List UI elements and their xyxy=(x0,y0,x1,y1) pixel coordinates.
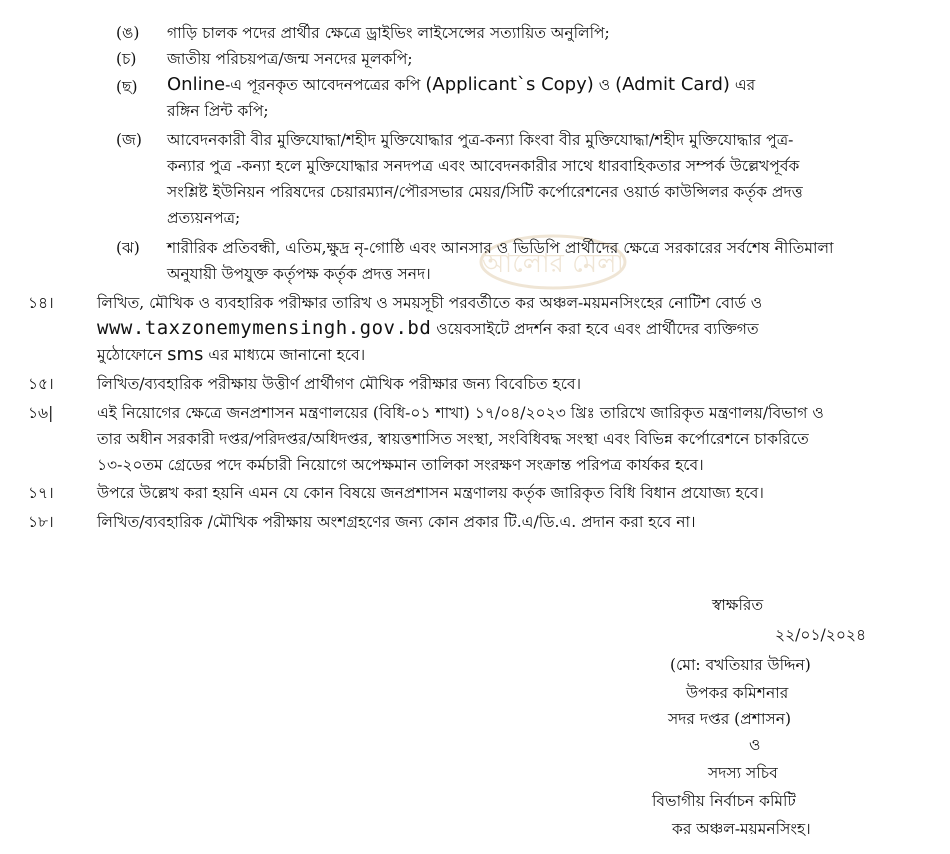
item-number: ১৮। xyxy=(28,513,54,531)
sub-item-marker: (চ) xyxy=(116,50,137,68)
sub-item-text: জাতীয় পরিচয়পত্র/জন্ম সনদের মূলকপি; xyxy=(167,50,413,68)
sub-item-text: সংশ্লিষ্ট ইউনিয়ন পরিষদের চেয়ারম্যান/পৌরসভার মেয়র/সিটি কর্পোরেশনের ওয়ার্ড কাউন্সিলর কর্তৃক প্রদত্ত xyxy=(167,183,803,201)
item-text: লিখিত/ব্যবহারিক /মৌখিক পরীক্ষায় অংশগ্রহণের জন্য কোন প্রকার টি.এ/ডি.এ. প্রদান করা হবে না। xyxy=(97,513,696,531)
item-text: ১৩-২০তম গ্রেডের পদে কর্মচারী নিয়োগে অপেক্ষমান তালিকা সংরক্ষণ সংক্রান্ত পরিপত্র কার্যকর হবে। xyxy=(97,456,704,474)
signatory-title: উপকর কমিশনার xyxy=(686,684,789,702)
item-text-part: ওয়েবসাইটে প্রদর্শন করা হবে এবং প্রার্থীদের ব্যক্তিগত xyxy=(436,320,759,338)
sms-word: sms xyxy=(167,344,204,365)
signatory-office: সদর দপ্তর (প্রশাসন) xyxy=(668,710,791,728)
sub-item-marker: (ছ) xyxy=(116,78,138,96)
sub-item-text: অনুযায়ী উপযুক্ত কর্তৃপক্ষ কর্তৃক প্রদত্ত সনদ। xyxy=(167,265,431,283)
item-text: এই নিয়োগের ক্ষেত্রে জনপ্রশাসন মন্ত্রণালয়ের (বিধি-০১ শাখা) ১৭/০৪/২০২৩ খ্রিঃ তারিখে জারিকৃত মন্ত্রণালয়/বিভাগ ও xyxy=(97,404,824,422)
signatory-name: (মো: বখতিয়ার উদ্দিন) xyxy=(670,656,811,674)
item-text: উপরে উল্লেখ করা হয়নি এমন যে কোন বিষয়ে জনপ্রশাসন মন্ত্রণালয় কর্তৃক জারিকৃত বিধি বিধান প্রযোজ্য হবে। xyxy=(97,484,764,502)
item-text-part: এর মাধ্যমে জানানো হবে। xyxy=(208,346,366,364)
signatory-role: সদস্য সচিব xyxy=(708,764,778,782)
applicant-copy-label: (Applicant`s Copy) xyxy=(425,74,594,95)
committee-name: বিভাগীয় নির্বাচন কমিটি xyxy=(652,792,796,810)
sub-item-text: শারীরিক প্রতিবন্ধী, এতিম,ক্ষুদ্র নৃ-গোষ্ঠি এবং আনসার ও ভিডিপি প্রার্থীদের ক্ষেত্রে সরকারের সর্বশেষ নীতিমালা xyxy=(167,239,834,257)
sub-item-text: কন্যার পুত্র -কন্যা হলে মুক্তিযোদ্ধার সনদপত্র এবং আবেদনকারীর সাথে ধারবাহিকতার সম্পর্ক উল্লেখপূর্বক xyxy=(167,157,800,175)
sub-item-marker: (জ) xyxy=(116,131,142,149)
sub-item-text xyxy=(167,74,755,96)
office-location: কর অঞ্চল-ময়মনসিংহ। xyxy=(672,820,811,838)
online-word: Online xyxy=(167,74,226,95)
item-text: লিখিত/ব্যবহারিক পরীক্ষায় উত্তীর্ণ প্রার্থীগণ মৌখিক পরীক্ষার জন্য বিবেচিত হবে। xyxy=(97,375,582,393)
sub-item-text-part: এর xyxy=(734,76,756,94)
item-text: লিখিত, মৌখিক ও ব্যবহারিক পরীক্ষার তারিখ ও সময়সূচী পরবর্তীতে কর অঞ্চল-ময়মনসিংহের নোটিশ বোর্ড ও xyxy=(97,294,763,312)
item-text: তার অধীন সরকারী দপ্তর/পরিদপ্তর/অধিদপ্তর, স্বায়ত্তশাসিত সংস্থা, সংবিধিবদ্ধ সংস্থা এবং বিভিন্ন কর্পোরেশনে চাকরিতে xyxy=(97,430,809,448)
item-number: ১৫। xyxy=(28,375,54,393)
admit-card-label: (Admit Card) xyxy=(615,74,730,95)
sub-item-text-part: -এ পূরনকৃত আবেদনপত্রের কপি xyxy=(225,76,421,94)
item-number: ১৬| xyxy=(28,404,54,422)
conjunction: ও xyxy=(598,76,611,94)
signature-date: ২২/০১/২০২৪ xyxy=(775,626,867,644)
sub-item-text: গাড়ি চালক পদের প্রার্থীর ক্ষেত্রে ড্রাইভিং লাইসেন্সের সত্যায়িত অনুলিপি; xyxy=(167,24,610,42)
website-url: www.taxzonemymensingh.gov.bd xyxy=(97,317,432,339)
sub-item-text: আবেদনকারী বীর মুক্তিযোদ্ধা/শহীদ মুক্তিযোদ্ধার পুত্র-কন্যা কিংবা বীর মুক্তিযোদ্ধা/শহীদ মুক্তিযোদ্ধার পুত্র- xyxy=(167,131,794,149)
svg-text:আলোর মেলা: আলোর মেলা xyxy=(481,249,625,279)
item-text xyxy=(97,317,759,340)
item-number: ১৭। xyxy=(28,484,54,502)
signed-label: স্বাক্ষরিত xyxy=(712,596,764,614)
conjunction: ও xyxy=(749,736,761,754)
sub-item-marker: (ঝ) xyxy=(116,239,140,257)
sub-item-marker: (ঙ) xyxy=(116,24,140,42)
item-number: ১৪। xyxy=(28,294,54,312)
sub-item-text: রঙ্গিন প্রিন্ট কপি; xyxy=(167,102,269,120)
sub-item-text: প্রত্যয়নপত্র; xyxy=(167,209,241,227)
item-text xyxy=(97,344,365,366)
item-text-part: মুঠোফোনে xyxy=(97,346,163,364)
